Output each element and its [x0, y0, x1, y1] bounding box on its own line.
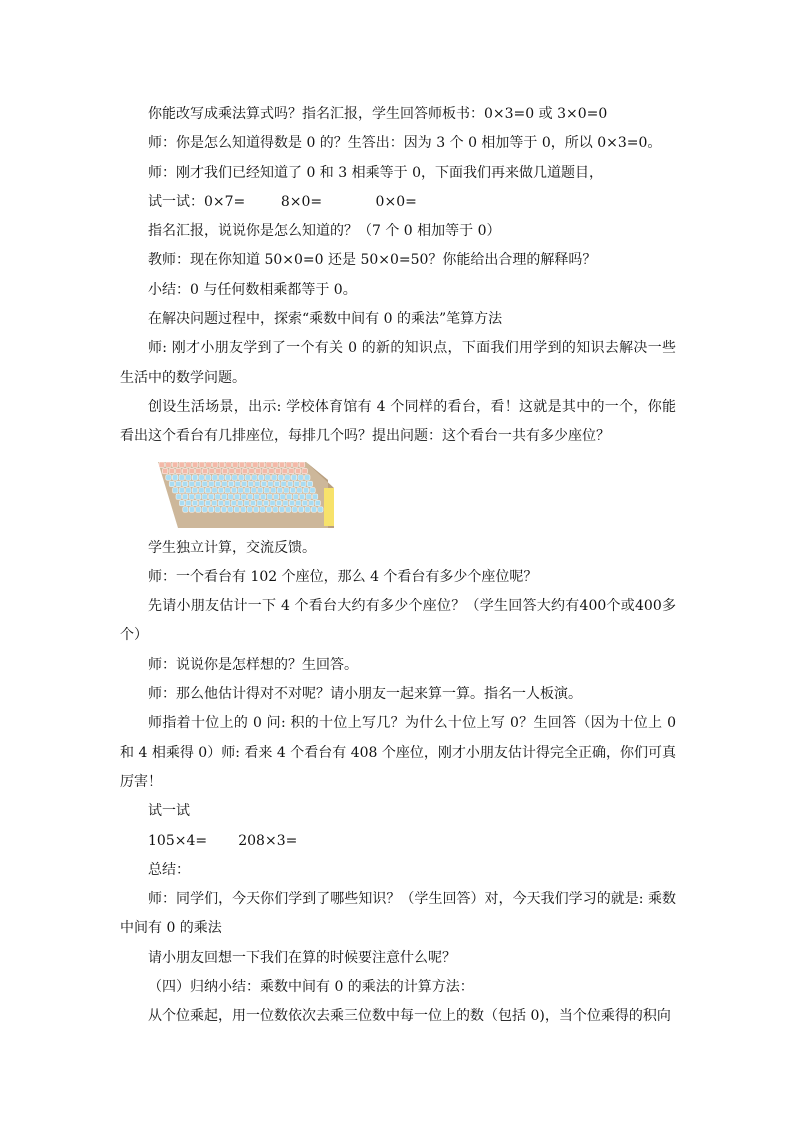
seat: [259, 462, 264, 467]
seat: [212, 474, 217, 479]
seat: [225, 474, 230, 479]
seat: [228, 494, 233, 499]
seat: [192, 487, 197, 492]
stand-end-panel: [324, 488, 334, 526]
seat: [261, 481, 266, 486]
seat: [162, 468, 167, 473]
seat: [285, 474, 290, 479]
seat: [235, 494, 240, 499]
seat: [278, 474, 283, 479]
seat: [272, 474, 277, 479]
seat: [239, 474, 244, 479]
paragraph: 指名汇报，说说你是怎么知道的？（7 个 0 相加等于 0）: [148, 223, 501, 240]
paragraph: 师：刚才我们已经知道了 0 和 3 相乘等于 0，下面我们再来做几道题目，: [148, 164, 603, 181]
seat: [186, 462, 191, 467]
seat: [254, 494, 259, 499]
seat: [182, 481, 187, 486]
seat: [306, 494, 311, 499]
seat: [289, 500, 294, 505]
seat: [199, 500, 204, 505]
seat: [209, 481, 214, 486]
seat: [192, 462, 197, 467]
seat: [219, 462, 224, 467]
seat: [280, 494, 285, 499]
seat: [179, 462, 184, 467]
seat: [202, 481, 207, 486]
seat: [209, 468, 214, 473]
seat: [298, 474, 303, 479]
seat: [268, 481, 273, 486]
seat: [202, 468, 207, 473]
seat: [199, 487, 204, 492]
seat: [206, 462, 211, 467]
seat: [302, 468, 307, 473]
seat: [267, 494, 272, 499]
seat: [288, 481, 293, 486]
seat: [189, 494, 194, 499]
seat: [236, 468, 241, 473]
seat: [215, 481, 220, 486]
seat: [199, 474, 204, 479]
seat: [234, 506, 239, 511]
seat: [270, 500, 275, 505]
seat: [255, 481, 260, 486]
seat: [287, 494, 292, 499]
seat: [169, 481, 174, 486]
seat: [294, 481, 299, 486]
seat: [231, 487, 236, 492]
seat: [281, 481, 286, 486]
seat: [192, 500, 197, 505]
paragraph: 教师：现在你知道 50×0=0 还是 50×0=50？你能给出合理的解释吗？: [148, 252, 597, 269]
seat: [166, 474, 171, 479]
seat: [302, 500, 307, 505]
seat: [293, 494, 298, 499]
paragraph: 师：说说你是怎样想的？生回答。: [148, 656, 358, 673]
seat: [172, 474, 177, 479]
seat: [186, 500, 191, 505]
seat: [248, 494, 253, 499]
seat: [189, 468, 194, 473]
paragraph-heading: 总结：: [148, 861, 190, 878]
seat: [286, 462, 291, 467]
seat: [159, 462, 164, 467]
seat: [245, 474, 250, 479]
seat: [229, 468, 234, 473]
seat: [238, 500, 243, 505]
seat: [202, 506, 207, 511]
paragraph-heading: 试一试: [148, 803, 190, 820]
seat: [260, 506, 265, 511]
seat: [225, 500, 230, 505]
seat: [277, 487, 282, 492]
paragraph-heading: （四）归纳小结：乘数中间有 0 的乘法的计算方法：: [148, 979, 474, 996]
paragraph: 师：那么他估计得对不对呢？请小朋友一起来算一算。指名一人板演。: [148, 686, 582, 703]
seat: [284, 487, 289, 492]
seat: [299, 462, 304, 467]
seat: [216, 468, 221, 473]
seat: [298, 506, 303, 511]
seat: [176, 481, 181, 486]
seat: [283, 500, 288, 505]
seat: [212, 500, 217, 505]
seat: [186, 474, 191, 479]
seat: [202, 494, 207, 499]
seat: [246, 462, 251, 467]
seat: [241, 506, 246, 511]
seat: [209, 494, 214, 499]
seat: [282, 468, 287, 473]
seat: [235, 481, 240, 486]
seat: [238, 487, 243, 492]
paragraph: 师：你是怎么知道得数是 0 的？生答出：因为 3 个 0 相加等于 0，所以 0×3=0。: [148, 135, 662, 152]
seat: [222, 494, 227, 499]
seat: [258, 474, 263, 479]
seat: [222, 481, 227, 486]
seat: [231, 500, 236, 505]
seat: [195, 481, 200, 486]
seat: [296, 500, 301, 505]
seat: [176, 494, 181, 499]
seat: [232, 474, 237, 479]
document-body: [120, 100, 676, 1032]
seat: [262, 468, 267, 473]
seat: [252, 474, 257, 479]
paragraph: 学生独立计算，交流反馈。: [148, 539, 316, 556]
seat: [258, 487, 263, 492]
seat: [248, 481, 253, 486]
seat: [261, 494, 266, 499]
seat: [219, 474, 224, 479]
seat: [274, 494, 279, 499]
seat: [274, 481, 279, 486]
paragraph: 师：一个看台有 102 个座位，那么 4 个看台有多少个座位呢？: [148, 568, 538, 585]
seat: [303, 487, 308, 492]
paragraph: 你能改写成乘法算式吗？指名汇报，学生回答师板书：0×3=0 或 3×0=0: [148, 106, 608, 122]
stadium-stand-illustration: [156, 458, 338, 530]
seat: [242, 481, 247, 486]
seat: [228, 506, 233, 511]
seat: [305, 506, 310, 511]
paragraph: 在解决问题过程中，探索“乘数中间有 0 的乘法”笔算方法: [148, 311, 503, 328]
seat: [251, 487, 256, 492]
seat: [313, 494, 318, 499]
seat: [179, 487, 184, 492]
seat: [257, 500, 262, 505]
seat: [205, 500, 210, 505]
seat: [241, 494, 246, 499]
paragraph: 师：同学们，今天你们学到了哪些知识？（学生回答）对，今天我们学习的就是: 乘数中间有 0 的乘法: [120, 891, 676, 937]
seat: [300, 494, 305, 499]
seat: [293, 462, 298, 467]
seat: [179, 474, 184, 479]
seat: [290, 487, 295, 492]
seat: [311, 506, 316, 511]
seat: [209, 506, 214, 511]
seat: [218, 500, 223, 505]
seat: [215, 506, 220, 511]
seat: [264, 487, 269, 492]
seat: [242, 468, 247, 473]
seat: [263, 500, 268, 505]
seat: [301, 481, 306, 486]
paragraph-exercise: 试一试：0×7= 8×0= 0×0=: [148, 193, 417, 210]
paragraph: 师指着十位上的 0 问: 积的十位上写几？为什么十位上写 0？生回答（因为十位上 0 和 4 相乘得 0）师: 看来 4 个看台有 408 个座位，刚才小朋友估计得完全正确，你们可真厉害！: [120, 715, 676, 790]
stadium-stand-svg: [156, 458, 338, 530]
seat: [199, 462, 204, 467]
seat: [254, 506, 259, 511]
seat: [266, 506, 271, 511]
seat: [222, 468, 227, 473]
seat: [305, 474, 310, 479]
seat: [169, 468, 174, 473]
seat: [289, 468, 294, 473]
seat: [255, 468, 260, 473]
seat: [291, 474, 296, 479]
seat: [182, 468, 187, 473]
paragraph-exercise: 105×4= 208×3=: [148, 832, 298, 849]
seat: [192, 474, 197, 479]
paragraph: 创设生活场景，出示: 学校体育馆有 4 个同样的看台，看！这就是其中的一个，你能看出这个看台有几排座位，每排几个吗？提出问题：这个看台一共有多少座位？: [120, 398, 676, 445]
seat: [186, 487, 191, 492]
seat: [265, 474, 270, 479]
seat: [212, 462, 217, 467]
seat: [228, 481, 233, 486]
seat: [189, 506, 194, 511]
seat: [218, 487, 223, 492]
seat: [205, 474, 210, 479]
seat: [196, 468, 201, 473]
seat: [166, 462, 171, 467]
seat: [244, 500, 249, 505]
seat: [279, 462, 284, 467]
seat: [196, 494, 201, 499]
seat: [226, 462, 231, 467]
paragraph-summary: 小结：0 与任何数相乘都等于 0。: [148, 281, 357, 298]
seat: [279, 506, 284, 511]
paragraph: 先请小朋友估计一下 4 个看台大约有多少个座位？（学生回答大约有400个或400多个）: [120, 598, 676, 644]
seat: [233, 462, 238, 467]
seat: [189, 481, 194, 486]
paragraph: 师: 刚才小朋友学到了一个有关 0 的新的知识点，下面我们用学到的知识去解决一些生活中的数学问题。: [120, 340, 676, 386]
seat: [179, 500, 184, 505]
seat: [276, 500, 281, 505]
seat: [221, 506, 226, 511]
seat: [172, 462, 177, 467]
seat: [183, 494, 188, 499]
seat: [297, 487, 302, 492]
paragraph: 从个位乘起，用一位数依次去乘三位数中每一位上的数（包括 0)，当个位乘得的积向: [148, 1008, 671, 1025]
seat: [251, 500, 256, 505]
seat: [215, 494, 220, 499]
seat: [239, 462, 244, 467]
seat: [173, 487, 178, 492]
seat: [310, 487, 315, 492]
seat: [273, 506, 278, 511]
seat: [249, 468, 254, 473]
seat: [286, 506, 291, 511]
seat: [315, 500, 320, 505]
seat: [205, 487, 210, 492]
seat: [183, 506, 188, 511]
seat: [266, 462, 271, 467]
seat: [309, 500, 314, 505]
seat: [176, 468, 181, 473]
seat: [245, 487, 250, 492]
seat: [212, 487, 217, 492]
seat: [275, 468, 280, 473]
seat: [292, 506, 297, 511]
seat: [307, 481, 312, 486]
seat: [247, 506, 252, 511]
seat: [318, 506, 323, 511]
seat: [271, 487, 276, 492]
seat: [225, 487, 230, 492]
seat: [295, 468, 300, 473]
paragraph: 请小朋友回想一下我们在算的时候要注意什么呢？: [148, 949, 456, 966]
seat: [253, 462, 258, 467]
seat: [196, 506, 201, 511]
seat: [273, 462, 278, 467]
seat: [269, 468, 274, 473]
